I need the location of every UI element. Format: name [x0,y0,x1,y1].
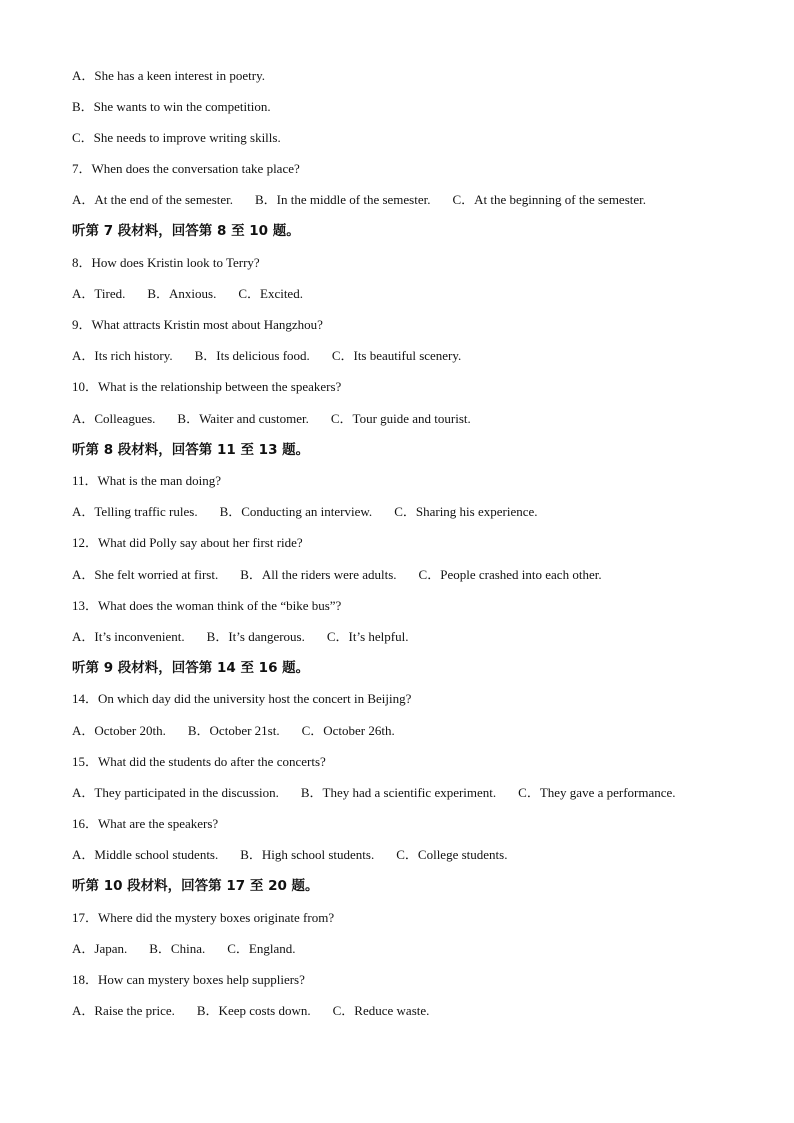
option-line [72,130,281,146]
answer-option: C．College students. [396,847,508,862]
answer-option: B．Keep costs down. [196,1003,311,1018]
question-12: 12．What did Polly say about her first ride? [72,535,303,550]
question-9: 9．What attracts Kristin most about Hangzhou? [72,317,323,332]
option-line [72,99,271,115]
option-line [72,847,507,863]
question-13: 13．What does the woman think of the “bike bus”? [72,598,342,613]
answer-option: C．People crashed into each other. [418,567,602,582]
section-heading: 听第 10 段材料，回答第 17 至 20 题。 [72,878,319,894]
option-line [72,941,295,957]
answer-option: A．Colleagues. [72,411,156,426]
answer-option: A．It’s inconvenient. [72,629,185,644]
question-16: 16．What are the speakers? [72,816,219,831]
answer-option: C．Its beautiful scenery. [331,348,462,363]
option-line [72,286,303,302]
answer-option: B．She wants to win the competition. [72,99,271,114]
answer-option: C．Sharing his experience. [394,504,538,519]
answer-option: C．Tour guide and tourist. [330,411,471,426]
question-11: 11．What is the man doing? [72,473,221,488]
answer-option: A．October 20th. [72,723,166,738]
answer-option: A．Japan. [72,941,128,956]
answer-option: B．Conducting an interview. [219,504,373,519]
section-heading: 听第 8 段材料，回答第 11 至 13 题。 [72,442,310,458]
question-8: 8．How does Kristin look to Terry? [72,255,260,270]
option-line [72,348,461,364]
answer-option: C．England. [227,941,296,956]
answer-option: C．They gave a performance. [518,785,676,800]
answer-option: C．October 26th. [301,723,395,738]
question-10: 10．What is the relationship between the speakers? [72,379,342,394]
option-line [72,1003,429,1019]
answer-option: A．Tired. [72,286,126,301]
question-18: 18．How can mystery boxes help suppliers? [72,972,305,987]
answer-option: B．Its delicious food. [194,348,310,363]
question-17: 17．Where did the mystery boxes originate from? [72,910,335,925]
answer-option: C．It’s helpful. [326,629,409,644]
answer-option: A．She has a keen interest in poetry. [72,68,266,83]
option-line [72,192,646,208]
answer-option: C．Reduce waste. [332,1003,430,1018]
question-14: 14．On which day did the university host the concert in Beijing? [72,691,412,706]
question-7: 7．When does the conversation take place? [72,161,300,176]
option-line [72,567,602,583]
answer-option: B．All the riders were adults. [240,567,397,582]
question-15: 15．What did the students do after the concerts? [72,754,326,769]
answer-option: A．Telling traffic rules. [72,504,198,519]
option-line [72,411,471,427]
answer-option: A．Raise the price. [72,1003,175,1018]
option-line [72,785,676,801]
answer-option: C．At the beginning of the semester. [452,192,647,207]
option-line [72,504,538,520]
answer-option: B．Waiter and customer. [177,411,309,426]
answer-option: B．China. [149,941,206,956]
answer-option: A．She felt worried at first. [72,567,219,582]
answer-option: B．They had a scientific experiment. [300,785,497,800]
option-line [72,629,408,645]
answer-option: B．October 21st. [187,723,280,738]
answer-option: A．At the end of the semester. [72,192,234,207]
answer-option: C．She needs to improve writing skills. [72,130,281,145]
section-heading: 听第 9 段材料，回答第 14 至 16 题。 [72,660,310,676]
answer-option: C．Excited. [238,286,303,301]
option-line [72,723,395,739]
answer-option: B．In the middle of the semester. [255,192,431,207]
option-line [72,68,265,84]
answer-option: A．Its rich history. [72,348,173,363]
answer-option: B．High school students. [240,847,375,862]
answer-option: B．Anxious. [147,286,217,301]
answer-option: B．It’s dangerous. [206,629,305,644]
answer-option: A．Middle school students. [72,847,219,862]
section-heading: 听第 7 段材料，回答第 8 至 10 题。 [72,223,300,239]
answer-option: A．They participated in the discussion. [72,785,279,800]
